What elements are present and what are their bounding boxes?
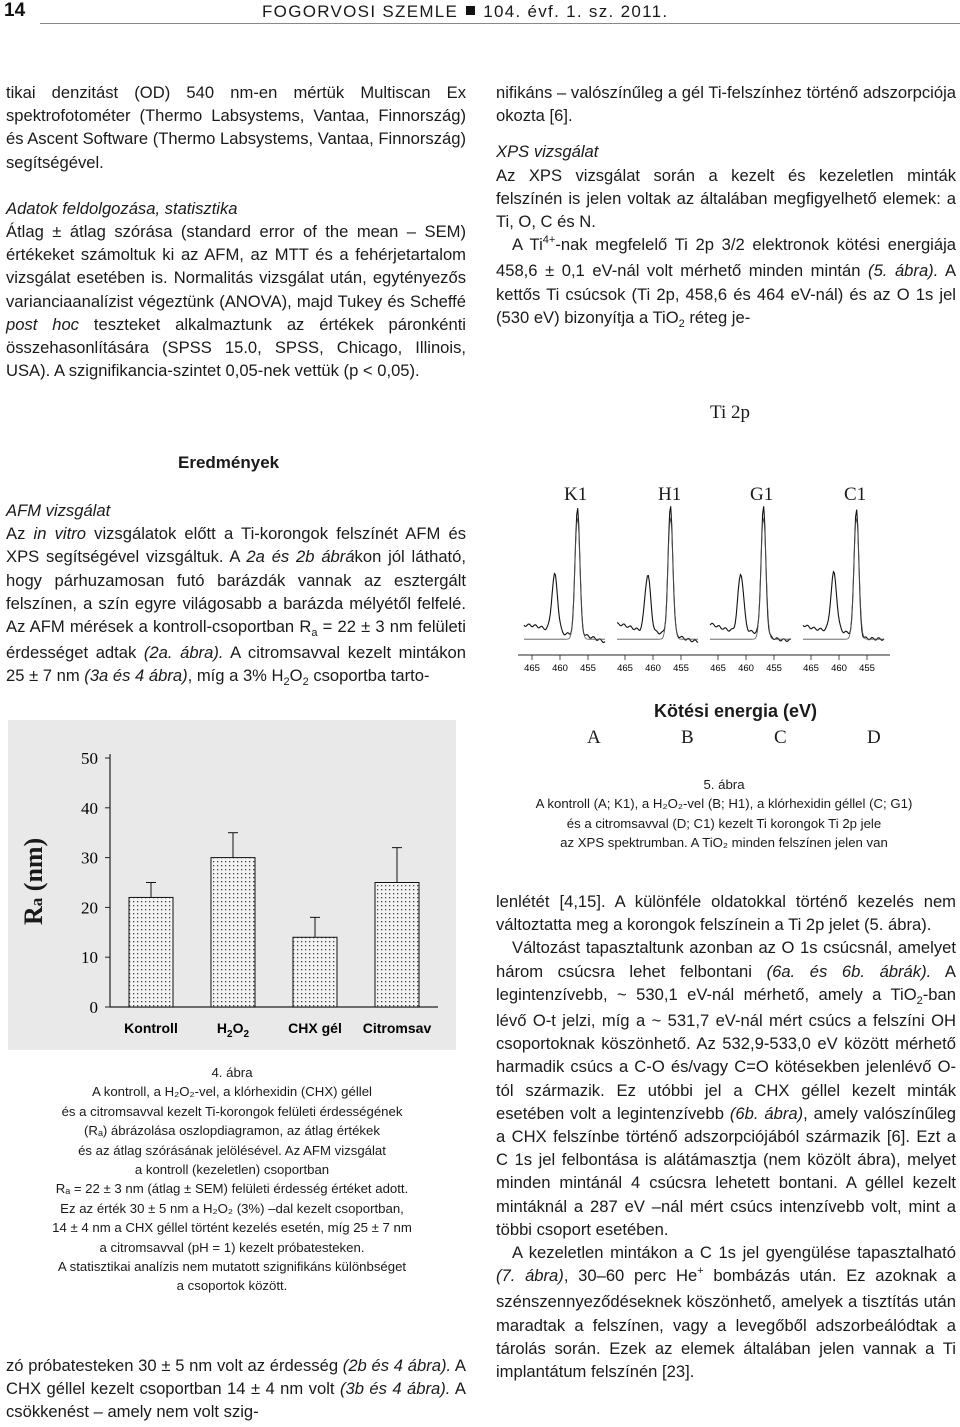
bar <box>375 883 419 1008</box>
t: (5. ábra). <box>868 261 939 281</box>
bar <box>211 858 255 1007</box>
paragraph-c1s <box>496 1241 956 1383</box>
x-axis-title: Kötési energia (eV) <box>654 701 818 721</box>
panel-letter-a: A <box>587 727 601 748</box>
paragraph-presence: lenlétét [4,15]. A különféle oldatokkal történő kezelés nem változtatta meg a korongok felszínein a Ti 2p jelet (5. ábra). <box>496 892 956 935</box>
category-label: $H_2O_2$ <box>216 1020 250 1040</box>
x-tick-label: 460 <box>552 663 568 674</box>
bar <box>293 937 337 1007</box>
journal-title <box>262 2 668 22</box>
t: O <box>289 666 303 686</box>
caption-line: és a citromsavval kezelt Ti-korongok felületi érdességének <box>61 1103 403 1119</box>
spectrum-label-c1: C1 <box>844 484 867 505</box>
caption-line: 5. ábra <box>703 777 745 792</box>
left-bottom-text <box>6 1354 466 1424</box>
results-heading: Eredmények <box>178 453 280 472</box>
t: = 22 ± 3 nm felületi érdességet adtak <box>6 617 466 663</box>
caption-line: Rₐ = 22 ± 3 nm (átlag ± SEM) felületi érdesség értéket adott. <box>55 1181 409 1197</box>
t: (7. ábra) <box>496 1266 564 1286</box>
t: in vitro <box>33 524 86 544</box>
x-tick-label: 455 <box>580 663 596 674</box>
stat-text-italic: post hoc <box>6 314 79 334</box>
y-tick-label: 40 <box>81 798 98 818</box>
t: (3b és 4 ábra). <box>339 1379 451 1399</box>
caption-line: és az átlag szórásának jelölésével. Az AFM vizsgálat <box>78 1142 386 1158</box>
header-rule <box>40 23 960 24</box>
t: 2 <box>916 994 923 1007</box>
spectrum-curve <box>524 508 605 642</box>
spectrum-fit <box>803 518 884 639</box>
caption-line: A kontroll, a H₂O₂-vel, a klórhexidin (CHX) géllel <box>92 1084 372 1100</box>
x-tick-label: 455 <box>766 663 782 674</box>
y-tick-label: 20 <box>81 898 98 918</box>
t: bombázás után. Ez azoknak a szénszennyeződéseknek köszönhető, amelyek a tisztítás után maradtak a felszínen, vagy a levegőből adszorbeálódtak a tárolás során. Ezek az elemek általában jelen vannak a Ti implantátum felszínén [23]. <box>496 1266 956 1382</box>
figure-4-caption <box>8 1063 456 1296</box>
x-tick-label: 465 <box>710 663 726 674</box>
t: a <box>311 627 318 640</box>
category-label: CHX gél <box>288 1020 342 1036</box>
t: A citromsavval kezelt mintákon 25 ± 7 nm <box>6 643 466 686</box>
y-tick-label: 50 <box>81 749 98 768</box>
t: A Ti <box>512 235 543 255</box>
caption-line: A statisztikai analízis nem mutatott szignifikáns különbséget <box>57 1259 407 1275</box>
t: csoportba tarto- <box>308 666 430 686</box>
panel-letter-b: B <box>681 727 694 748</box>
stat-text-b: teszteket alkalmaztunk az értékek páronkénti összehasonlítására (SPSS 15.0, SPSS, Chicago, Illinois, USA). A szignifikancia-szintet 0,05-nek vettük (p < 0,05). <box>6 314 466 381</box>
caption-line: a kontroll (kezeletlen) csoportban <box>134 1162 330 1178</box>
x-tick-label: 465 <box>803 663 819 674</box>
paragraph-o1s <box>496 936 956 1241</box>
spectrum-curve <box>803 510 884 641</box>
x-tick-label: 455 <box>673 663 689 674</box>
spectrum-curve <box>617 506 698 642</box>
paragraph-xps: Az XPS vizsgálat során a kezelt és kezeletlen minták felszínén is jelen voltak az általában megfigyelhető elemek: a Ti, O, C és N. <box>496 165 956 232</box>
paragraph-afm <box>6 522 466 690</box>
y-axis-label: Ra (nm) <box>19 837 48 925</box>
caption-line: Ez az érték 30 ± 5 nm a H₂O₂ (3%) –dal kezelt csoportban, <box>60 1200 404 1216</box>
t: 2 <box>678 317 685 330</box>
journal-issue: 104. évf. 1. sz. 2011. <box>483 2 669 21</box>
caption-line: a citromsavval (pH = 1) kezelt próbatesteken. <box>99 1239 365 1255</box>
square-separator-icon <box>466 6 475 15</box>
t: A kettős Ti csúcsok (Ti 2p, 458,6 és 464 eV-nál) és az O 1s jel (530 eV) bizonyítja a TiO <box>496 261 957 327</box>
paragraph-ti <box>496 233 956 332</box>
right-top-text <box>496 81 956 332</box>
bar <box>129 897 173 1007</box>
t: -ban lévő O-t jelzi, míg a ~ 531,7 eV-nál mért csúcs a felszíni OH csoportoknak köszönhető. Az 532,9-533,0 eV között mérhető harmadik csúcs a C-O és/vagy C=O kötésekben jelenlévő O-tól származik. Ez utóbbi jel a CHX géllel kezelt minták esetében volt a legintenzívebb <box>496 984 956 1123</box>
x-tick-label: 460 <box>645 663 661 674</box>
xps-heading: XPS vizsgálat <box>496 142 599 162</box>
spectrum-title: Ti 2p <box>710 402 750 423</box>
y-tick-label: 0 <box>89 998 98 1017</box>
figure-5-caption <box>488 775 960 853</box>
x-tick-label: 465 <box>524 663 540 674</box>
paragraph-end <box>6 1354 466 1424</box>
t: (2b és 4 ábra). <box>342 1356 452 1375</box>
page-number: 14 <box>4 0 26 21</box>
t: , 30–60 perc He <box>563 1266 698 1286</box>
paragraph-stat <box>6 220 466 382</box>
caption-line: az XPS spektrumban. A TiO₂ minden felszínen jelen van <box>560 835 888 851</box>
t: 2 <box>302 676 309 689</box>
t: , amely valószínűleg a CHX felszínbe történő adszorpciójából származik [6]. Ezt a C 1s jel felbontása is alátámasztja (nem közölt ábra), melyet minden mintánál 4 csúcsra lehetett bontani. A géllel kezelt mintáknál a 287 eV –nál mért csúcs intenzívebb volt, mint a többi csoport esetében. <box>496 1103 956 1239</box>
journal-name: FOGORVOSI SZEMLE <box>262 2 459 21</box>
t: vizsgálatok előtt a Ti-korongok felszínét AFM és XPS segítségével vizsgáltuk. A <box>6 524 466 567</box>
t: , míg a 3% H <box>187 666 284 686</box>
figure-4-bar-chart <box>8 720 456 1050</box>
t: (6a. és 6b. ábrák). <box>766 961 932 981</box>
t: Az <box>6 524 34 544</box>
t: réteg je- <box>684 307 751 327</box>
spectrum-fit <box>710 518 791 639</box>
t: 4+ <box>542 234 556 247</box>
t: (3a és 4 ábra) <box>84 666 188 686</box>
left-top-text <box>6 81 466 382</box>
t: (6b. ábra) <box>729 1103 804 1123</box>
t: A kezeletlen mintákon a C 1s jel gyengülése tapasztalható <box>512 1243 956 1263</box>
t: A legintenzívebb, ~ 530,1 eV-nál mérhető, amely a TiO <box>496 961 956 1004</box>
t: 2a és 2b ábrá <box>246 547 355 567</box>
caption-line: (Rₐ) ábrázolása oszlopdiagramon, az átlag értékek <box>84 1123 380 1139</box>
paragraph-od: tikai denzitást (OD) 540 nm-en mértük Multiscan Ex spektrofotométer (Thermo Labsystems, Vantaa, Finnország) és Ascent Software (Thermo Labsystems, Vantaa, Finnország) segítségével. <box>6 83 466 172</box>
caption-line: és a citromsavval (D; C1) kezelt Ti korongok Ti 2p jele <box>566 815 882 831</box>
x-tick-label: 460 <box>831 663 847 674</box>
category-label: Kontroll <box>124 1020 178 1036</box>
stat-heading: Adatok feldolgozása, statisztika <box>6 198 238 218</box>
t: zó próbatesteken 30 ± 5 nm volt az érdesség <box>6 1356 343 1375</box>
spectrum-fit <box>524 518 605 639</box>
t: + <box>697 1265 704 1278</box>
t: A csökkenést – amely nem volt szig- <box>6 1379 466 1422</box>
page-header <box>0 0 960 34</box>
stat-text-a: Átlag ± átlag szórása (standard error of the mean – SEM) értékeket számoltuk ki az AFM, az MTT és a fehérjetartalom vizsgálat esetében is. Normalitás vizsgálat után, egytényezős varianciaanalízist végeztünk (ANOVA), majd Tukey és Scheffé <box>6 222 466 311</box>
spectrum-curve <box>710 506 791 641</box>
caption-line: 4. ábra <box>211 1065 253 1080</box>
chart-svg <box>8 720 456 1050</box>
t: 2 <box>283 676 290 689</box>
t: (2a. ábra). <box>143 643 224 663</box>
spectrum-fit <box>617 518 698 639</box>
t: kon jól látható, hogy párhuzamosan futó barázdák vannak az esztergált felszínen, a szín egyre világosabb a barázda mélyétől felfelé. Az AFM mérések a kontroll-csoportban R <box>6 547 466 637</box>
t: A CHX géllel kezelt csoportban 14 ± 4 nm volt <box>6 1356 466 1399</box>
category-label: Citromsav <box>362 1020 432 1036</box>
spectrum-label-h1: H1 <box>658 484 682 505</box>
afm-section <box>6 499 466 691</box>
panel-letter-c: C <box>774 727 787 748</box>
t: Változást tapasztaltunk azonban az O 1s csúcsnál, amelyet három csúcsra lehet felbontani <box>496 938 956 981</box>
y-tick-label: 30 <box>81 848 98 868</box>
x-tick-label: 465 <box>617 663 633 674</box>
caption-line: a csoportok között. <box>176 1278 288 1294</box>
x-tick-label: 455 <box>859 663 875 674</box>
caption-line: A kontroll (A; K1), a H₂O₂-vel (B; H1), a klórhexidin géllel (C; G1) <box>535 796 913 812</box>
t: -nak megfelelő Ti 2p 3/2 elektronok kötési energiája 458,6 ± 0,1 eV-nál volt mérhető minden mintán <box>496 235 956 281</box>
panel-letter-d: D <box>867 727 881 748</box>
afm-heading: AFM vizsgálat <box>6 501 111 520</box>
x-tick-label: 460 <box>738 663 754 674</box>
y-tick-label: 10 <box>81 948 98 968</box>
paragraph-significance: nifikáns – valószínűleg a gél Ti-felszínhez történő adszorpciója okozta [6]. <box>496 83 956 126</box>
caption-line: 14 ± 4 nm a CHX géllel történt kezelés esetén, míg 25 ± 7 nm <box>52 1220 412 1236</box>
spectrum-label-k1: K1 <box>564 484 588 505</box>
figure-5-xps-spectra <box>488 385 960 765</box>
right-bottom-text <box>496 890 956 1383</box>
spectrum-label-g1: G1 <box>750 484 774 505</box>
